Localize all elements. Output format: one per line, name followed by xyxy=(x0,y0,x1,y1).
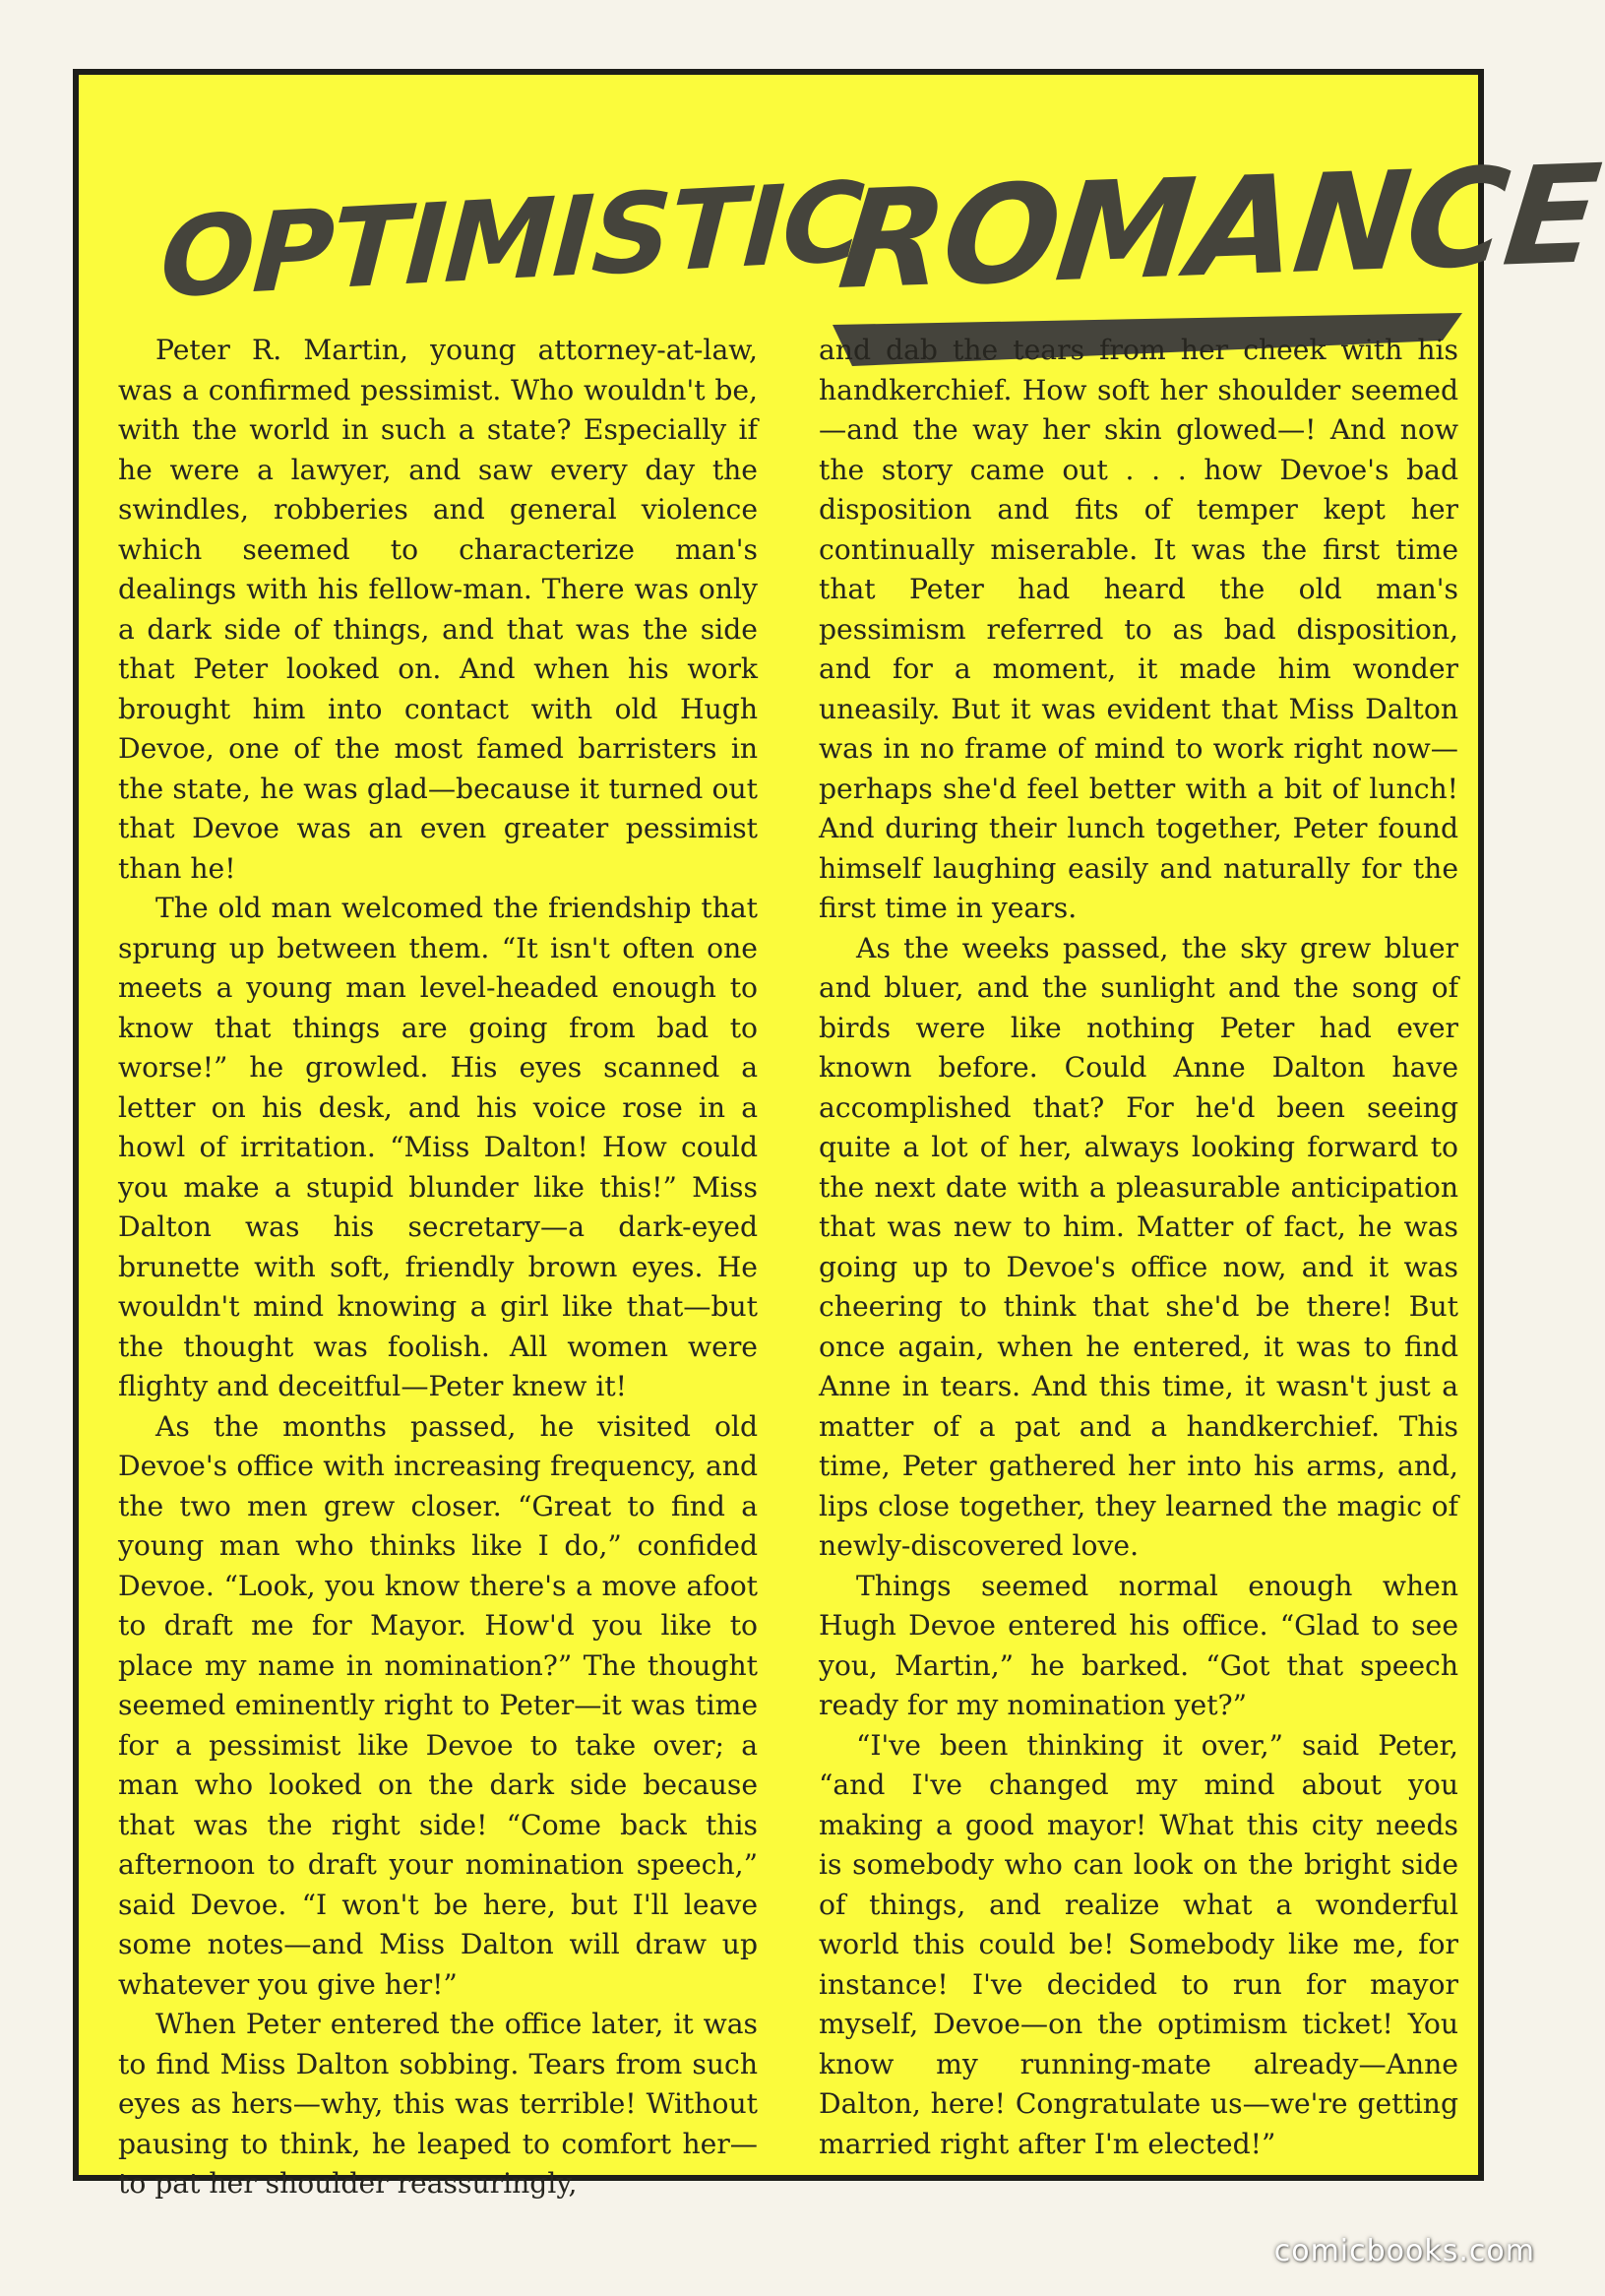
paragraph: When Peter entered the office later, it was to find Miss Dalton sobbing. Tears from such eyes as hers—why, this was terrible! Without pausing to think, he leaped to comfort her—to pat her shoulder reassuringly, xyxy=(118,2008,758,2200)
title-word-optimistic: OPTIMISTIC xyxy=(157,158,866,323)
paragraph: and dab the tears from her cheek with his handkerchief. How soft her shoulder seemed —and the way her skin glowed—! And now the story came out . . . how Devoe's bad disposition and fits of temper kept her continually miserable. It was the first time that Peter had heard the old man's pessimism referred to as bad disposition, and for a moment, it made him wonder uneasily. But it was evident that Miss Dalton was in no frame of mind to work right now—perhaps she'd feel better with a bit of lunch! And during their lunch together, Peter found himself laughing easily and naturally for the first time in years. xyxy=(819,334,1458,924)
paragraph: “I've been thinking it over,” said Peter, “and I've changed my mind about you making a good mayor! What this city needs is somebody who can look on the bright side of things, and realize what a wonderful world this could be! Somebody like me, for instance! I've decided to run for mayor myself, Devoe—on the optimism ticket! You know my running-mate already—Anne Dalton, here! Congratulate us—we're getting married right after I'm elected!” xyxy=(819,1728,1458,2160)
paragraph: Peter R. Martin, young attorney-at-law, was a confirmed pessimist. Who wouldn't be, with the world in such a state? Especially if he were a lawyer, and saw every day the swindles, robberies and general violence which seemed to characterize man's dealings with his fellow-man. There was only a dark side of things, and that was the side that Peter looked on. And when his work brought him into contact with old Hugh Devoe, one of the most famed barristers in the state, he was glad—because it turned out that Devoe was an even greater pessimist than he! xyxy=(118,334,758,885)
text-column-left xyxy=(118,331,758,2204)
text-column-right xyxy=(819,331,1458,2164)
paragraph: As the weeks passed, the sky grew bluer and bluer, and the sunlight and the song of birds were like nothing Peter had ever known before. Could Anne Dalton have accomplished that? For he'd been seeing quite a lot of her, always looking forward to the next date with a pleasurable anticipation that was new to him. Matter of fact, he was going up to Devoe's office now, and it was cheering to think that she'd be there! But once again, when he entered, it was to find Anne in tears. And this time, it wasn't just a matter of a pat and a handkerchief. This time, Peter gathered her into his arms, and, lips close together, they learned the magic of newly-discovered love. xyxy=(819,931,1458,1562)
site-watermark: comicbooks.com xyxy=(1273,2234,1535,2268)
paragraph: Things seemed normal enough when Hugh Devoe entered his office. “Glad to see you, Martin,” he barked. “Got that speech ready for my nomination yet?” xyxy=(819,1569,1458,1721)
story-page xyxy=(73,69,1605,2200)
title-word-romance: ROMANCE xyxy=(833,135,1605,320)
paragraph: As the months passed, he visited old Devoe's office with increasing frequency, and the two men grew closer. “Great to find a young man who thinks like I do,” confided Devoe. “Look, you know there's a move afoot to draft me for Mayor. How'd you like to place my name in nomination?” The thought seemed eminently right to Peter—it was time for a pessimist like Devoe to take over; a man who looked on the dark side because that was the right side! “Come back this afternoon to draft your nomination speech,” said Devoe. “I won't be here, but I'll leave some notes—and Miss Dalton will draw up whatever you give her!” xyxy=(118,1409,758,2001)
paragraph: The old man welcomed the friendship that sprung up between them. “It isn't often one meets a young man level-headed enough to know that things are going from bad to worse!” he growled. His eyes scanned a letter on his desk, and his voice rose in a howl of irritation. “Miss Dalton! How could you make a stupid blunder like this!” Miss Dalton was his secretary—a dark-eyed brunette with soft, friendly brown eyes. He wouldn't mind knowing a girl like that—but the thought was foolish. All women were flighty and deceitful—Peter knew it! xyxy=(118,892,758,1402)
